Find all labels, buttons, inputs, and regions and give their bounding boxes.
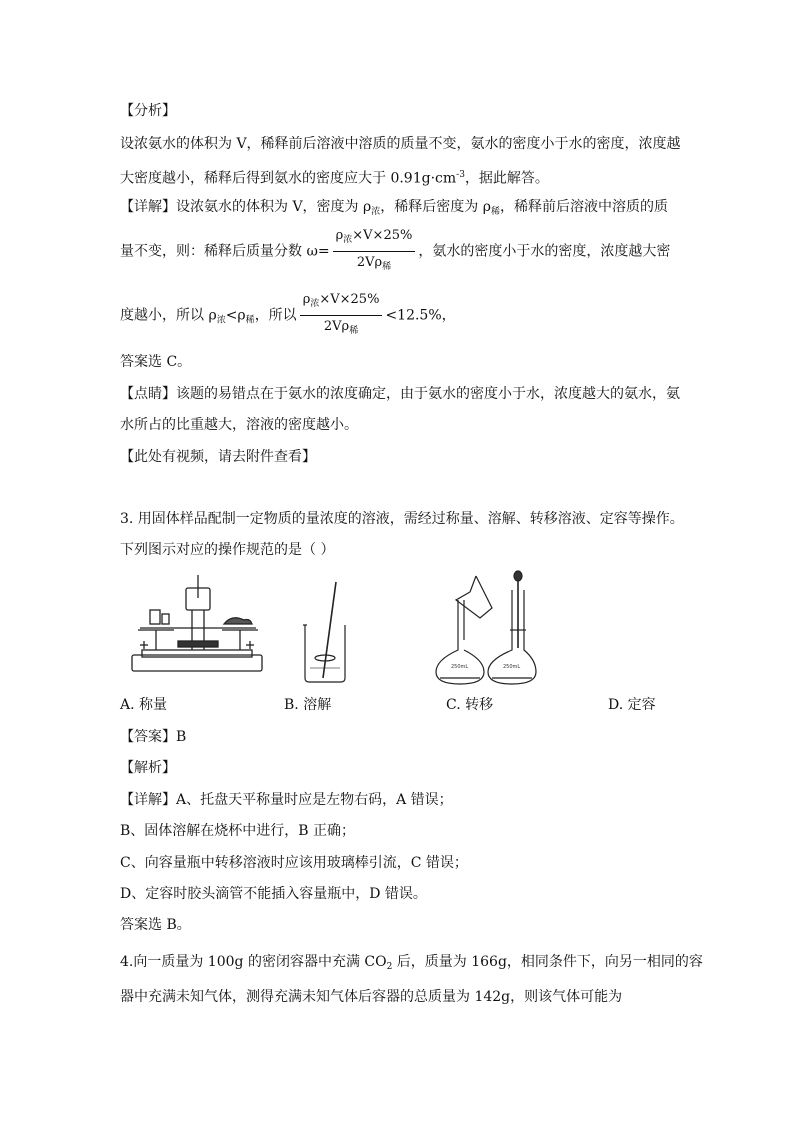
transfer-illustration [436,576,492,684]
detail-line-3-end: <12.5%， [385,307,456,324]
answer-1: 答案选 C。 [120,354,192,370]
rho-symbol: ρ [302,292,311,307]
q3-answer: 【答案】B [120,729,187,745]
option-c-label: C. 转移 [446,697,494,713]
sub-xi: 稀 [490,207,500,217]
detail-line-2 [120,226,670,277]
question-3-line-2: 下列图示对应的操作规范的是（ ） [120,542,335,558]
numerator-rest: ×V×25% [352,228,413,243]
q3-detail-line: C、向容量瓶中转移溶液时应该用玻璃棒引流，C 错误； [120,855,468,871]
q3-detail-line: D、定容时胶头滴管不能插入容量瓶中，D 错误。 [120,886,427,902]
detail-line-1-mid: ，稀释后密度为 ρ [380,199,491,215]
unit-exponent: -3 [456,170,465,180]
analysis-line-1: 设浓氨水的体积为 V，稀释前后溶液中溶质的质量不变，氨水的密度小于水的密度，浓度越 [120,136,681,152]
q3-analysis-heading: 【解析】 [120,760,176,776]
video-note: 【此处有视频，请去附件查看】 [120,449,316,465]
question-3-line-1: 3. 用固体样品配制一定物质的量浓度的溶液，需经过称量、溶解、转移溶液、定容等操作。 [120,511,684,527]
q4-text-b: 后，质量为 166g，相同条件下，向另一相同的容 [392,954,703,970]
sub-xi: 稀 [245,315,255,326]
comment-line-2: 水所占的比重越大，溶液的密度越小。 [120,417,358,433]
denominator: 2Vρ [356,255,383,270]
sub-nong: 浓 [310,299,320,309]
analysis-line-2-end: ，据此解答。 [464,170,549,187]
detail-line-3-start: 度越小，所以 ρ [120,307,217,324]
option-d-label: D. 定容 [608,697,656,713]
option-b-label: B. 溶解 [284,697,332,713]
rho-symbol: ρ [335,228,344,243]
analysis-line-2 [120,165,549,189]
flask-volume-mark: 250mL [451,664,469,670]
detail-line-1-end: ，稀释前后溶液中溶质的质 [499,199,668,215]
numerator-rest: ×V×25% [319,292,380,307]
q3-detail-line: B、固体溶解在烧杯中进行，B 正确； [120,823,356,839]
detail-line-2-start: 量不变，则：稀释后质量分数 ω= [120,243,330,260]
question-4-line-2: 器中充满未知气体，测得充满未知气体后容器的总质量为 142g，则该气体可能为 [120,989,623,1005]
detail-line-1 [120,197,668,222]
analysis-heading: 【分析】 [120,103,176,119]
detail-line-3 [120,290,456,346]
co2-subscript: 2 [386,962,393,972]
comment-line-1: 【点睛】该题的易错点在于氨水的浓度确定，由于氨水的密度小于水，浓度越大的氨水，氨 [120,386,680,402]
detail-line-2-end: ，氨水的密度小于水的密度，浓度越大密 [418,243,671,260]
mass-fraction-formula [300,290,383,341]
q3-detail-line: 【详解】A、托盘天平称量时应是左物右码，A 错误； [120,792,453,808]
sub-nong: 浓 [371,207,381,217]
sub-nong: 浓 [343,235,353,245]
less-than-rho: <ρ [225,307,246,324]
balance-illustration [132,575,262,671]
sub-nong: 浓 [216,315,226,326]
q4-text-a: 4.向一质量为 100g 的密闭容器中充满 CO [120,954,387,970]
sub-xi: 稀 [382,262,392,272]
flask-volume-mark: 250mL [503,664,521,670]
q3-answer-line: 答案选 B。 [120,917,191,933]
beaker-illustration [303,582,345,682]
mass-fraction-formula [333,226,416,277]
option-a-label: A. 称量 [120,697,168,713]
lab-operations-figure [120,570,680,690]
question-4-line-1 [120,952,703,977]
denominator: 2Vρ [323,319,350,334]
dilute-to-mark-illustration [488,571,536,684]
detail-line-3-mid: ，所以 [254,307,297,324]
detail-line-1-text: 【详解】设浓氨水的体积为 V，密度为 ρ [120,199,372,215]
analysis-line-2-text: 大密度越小，稀释后得到氨水的密度应大于 0.91g·cm [120,170,457,187]
sub-xi: 稀 [349,326,359,336]
